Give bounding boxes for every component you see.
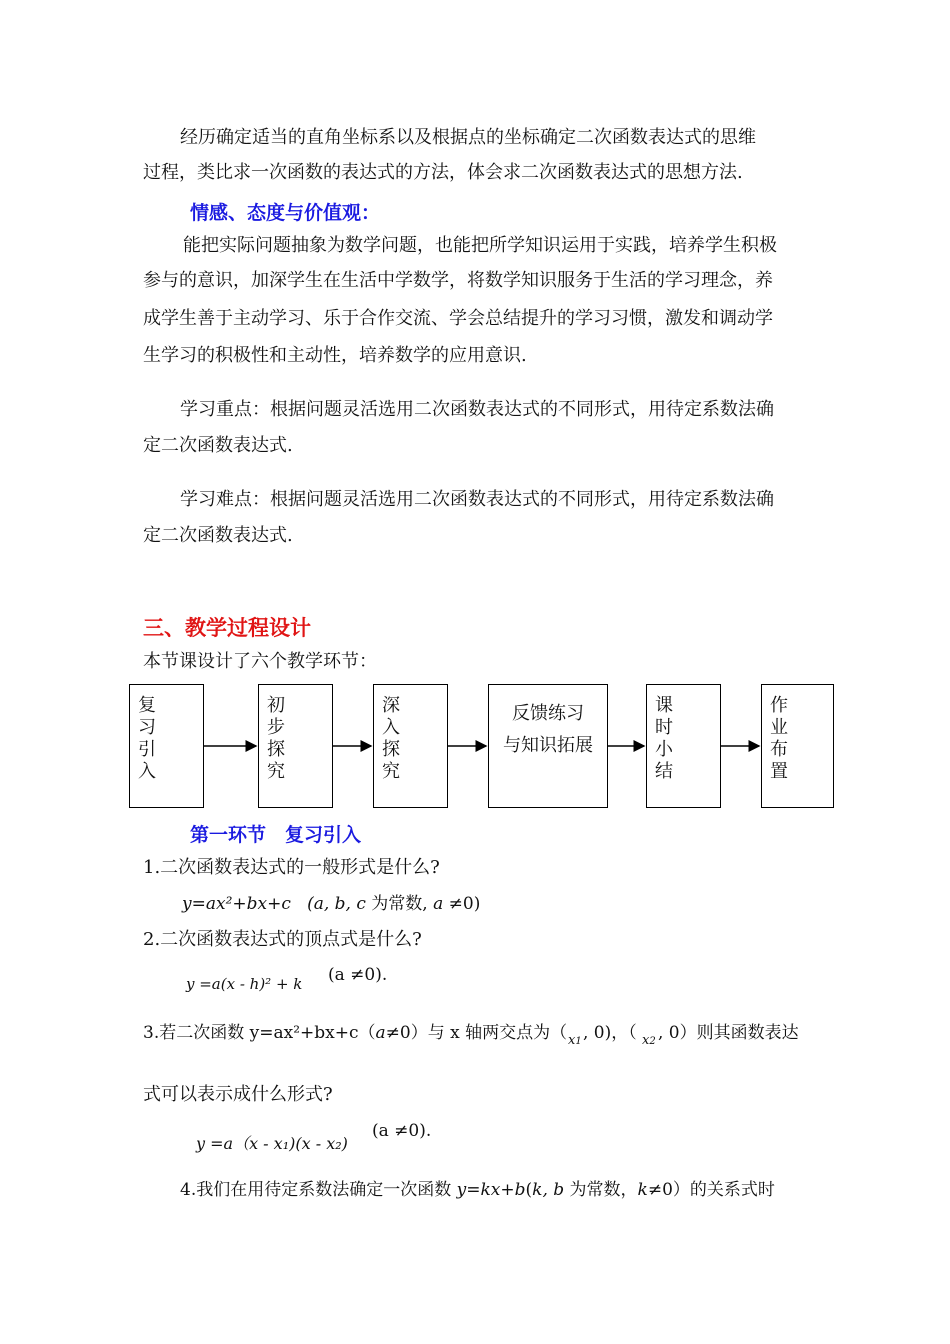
paragraph-line: 成学生善于主动学习、乐于合作交流、学会总结提升的学习习惯，激发和调动学 xyxy=(143,308,773,329)
question-3-text: ≠0）与 x 轴两交点为（ xyxy=(385,1023,568,1043)
question-4-text: 为常数， xyxy=(564,1180,638,1200)
condition-vars: (a, b, c xyxy=(307,894,366,914)
section-heading: 三、教学过程设计 xyxy=(143,616,311,640)
var-k: k xyxy=(637,1180,648,1200)
flow-box-label: 与知识拓展 xyxy=(503,735,593,756)
condition-text: ≠0) xyxy=(443,894,481,914)
condition-vertex: (a ≠0). xyxy=(328,965,388,985)
paragraph-line: 经历确定适当的直角坐标系以及根据点的坐标确定二次函数表达式的思维 xyxy=(180,127,756,148)
formula-general: y=ax²+bx+c xyxy=(182,894,291,914)
question-3-text: 3.若二次函数 y=ax²+bx+c（ xyxy=(143,1023,376,1043)
difficult-point-line: 定二次函数表达式. xyxy=(143,525,293,546)
paragraph-line: 能把实际问题抽象为数学问题，也能把所学知识运用于实践，培养学生积极 xyxy=(183,235,777,256)
section-intro: 本节课设计了六个教学环节： xyxy=(143,651,377,672)
formula-intercept: y =a（x - x₁)(x - x₂) xyxy=(196,1134,348,1153)
question-1: 1.二次函数表达式的一般形式是什么? xyxy=(143,857,440,878)
question-4-text: ≠0）的关系式时 xyxy=(647,1180,775,1200)
flow-box-label: 课时小结 xyxy=(655,695,673,782)
question-3-text: , 0)，（ xyxy=(583,1023,637,1043)
question-3-text: , 0）则其函数表达 xyxy=(658,1023,799,1043)
key-point-line: 学习重点：根据问题灵活选用二次函数表达式的不同形式，用待定系数法确 xyxy=(180,399,774,420)
paragraph-line: 过程，类比求一次函数的表达式的方法，体会求二次函数表达式的思想方法. xyxy=(143,162,743,183)
var-a: a xyxy=(375,1023,386,1043)
condition-intercept: (a ≠0). xyxy=(372,1121,432,1141)
root-x1: x1 xyxy=(568,1033,582,1048)
question-3-line2: 式可以表示成什么形式? xyxy=(143,1084,333,1105)
stage-heading: 第一环节 复习引入 xyxy=(190,824,362,846)
paragraph-line: 参与的意识，加深学生在生活中学数学，将数学知识服务于生活的学习理念，养 xyxy=(143,270,773,291)
question-3 xyxy=(143,1021,567,1045)
flow-box-label: 复习引入 xyxy=(138,695,156,782)
var-kb: k, b xyxy=(532,1180,565,1200)
paragraph-line: 生学习的积极性和主动性，培养数学的应用意识. xyxy=(143,345,527,366)
condition-text: 为常数, xyxy=(365,894,434,914)
root-x2: x2 xyxy=(642,1033,656,1048)
key-point-line: 定二次函数表达式. xyxy=(143,435,293,456)
flow-box-label: 反馈练习 xyxy=(512,703,584,724)
heading-emotion-attitude-values: 情感、态度与价值观： xyxy=(190,202,381,224)
answer-1 xyxy=(182,892,480,916)
flow-box-label: 作业布置 xyxy=(770,695,788,782)
formula-linear: y=kx+b xyxy=(456,1180,526,1200)
difficult-point-line: 学习难点：根据问题灵活选用二次函数表达式的不同形式，用待定系数法确 xyxy=(180,489,774,510)
question-4-text: ( xyxy=(525,1180,533,1200)
flow-box-label: 深入探究 xyxy=(382,695,400,782)
formula-vertex: y =a(x - h)² + k xyxy=(186,975,303,993)
condition-var-a: a xyxy=(433,894,444,914)
question-4 xyxy=(180,1178,775,1202)
question-4-text: 4.我们在用待定系数法确定一次函数 xyxy=(180,1180,457,1200)
flow-box-label: 初步探究 xyxy=(267,695,285,782)
question-2: 2.二次函数表达式的顶点式是什么? xyxy=(143,929,422,950)
